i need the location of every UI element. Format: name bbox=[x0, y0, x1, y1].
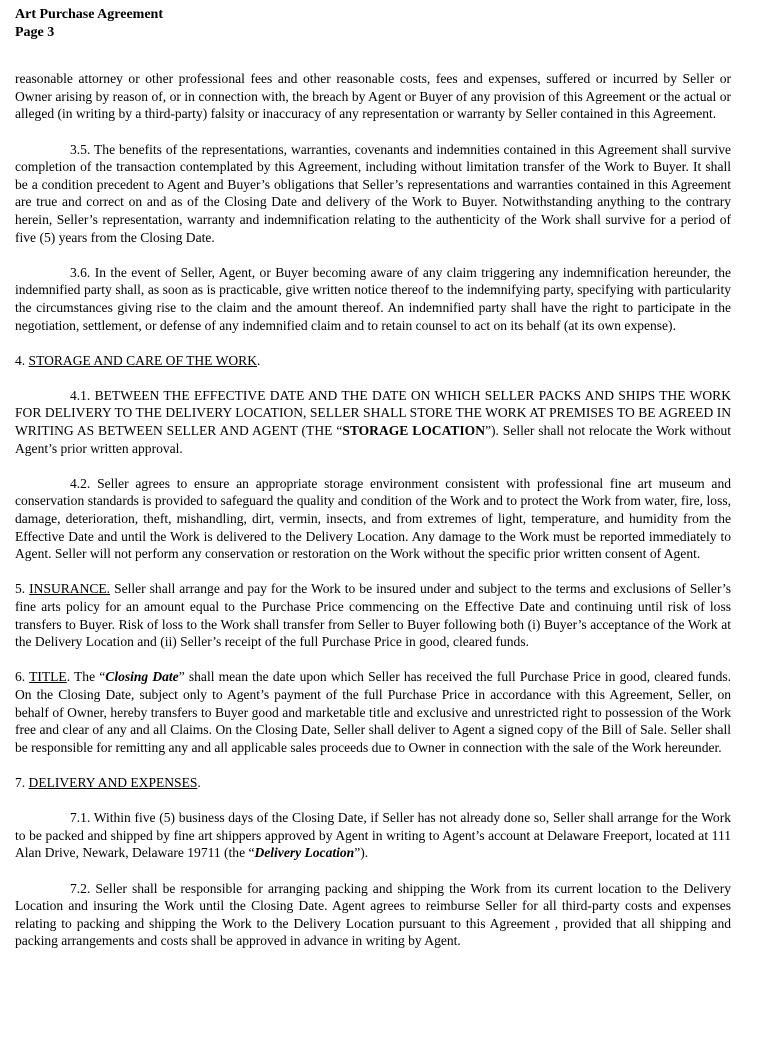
section-4-title: STORAGE AND CARE OF THE WORK bbox=[28, 352, 257, 368]
clause-3-5: 3.5. The benefits of the representations, warranties, covenants and indemnities contained in this Agreement shall survive completion of the transaction contemplated by this Agreement, including without limitation transfer of the Work to Buyer. It shall be a condition precedent to Agent and Buyer’s obligations that Seller’s representations and warranties contained in this Agreement are true and correct on and as of the Closing Date and delivery of the Work to Buyer. Notwithstanding anything to the contrary herein, Seller’s representation, warranty and indemnification relating to the authenticity of the Work shall survive for a period of five (5) years from the Closing Date. bbox=[15, 141, 731, 245]
document-title: Art Purchase Agreement bbox=[15, 7, 163, 22]
section-5-insurance: 5. INSURANCE. Seller shall arrange and pay for the Work to be insured under and subject to the terms and exclusions of Seller’s fine arts policy for an amount equal to the Purchase Price commencing on the Effective Date and continuing until risk of loss transfers to Buyer. Risk of loss to the Work shall transfer from Seller to Buyer following both (i) Buyer’s acceptance of the Work at the Delivery Location and (ii) Seller’s receipt of the full Purchase Price in good, cleared funds. bbox=[15, 581, 731, 650]
section-7-title: DELIVERY AND EXPENSES bbox=[28, 774, 198, 790]
clause-7-1: 7.1. Within five (5) business days of the Closing Date, if Seller has not already done so, Seller shall arrange for the Work to be packed and shipped by fine art shippers approved by Agent in writing to Agent’s account at Delaware Freeport, located at 111 Alan Drive, Newark, Delaware 19711 (the “Delivery Location”). bbox=[15, 810, 731, 861]
section-6-heading: TITLE bbox=[29, 669, 67, 685]
page-number: Page 3 bbox=[15, 24, 55, 40]
continued-paragraph: reasonable attorney or other professional fees and other reasonable costs, fees and expenses, suffered or incurred by Seller or Owner arising by reason of, or in connection with, the breach by Agent or Buyer of any provision of this Agreement or the actual or alleged (in writing by a third-party) falsity or inaccuracy of any representation or warranty by Seller contained in this Agreement. bbox=[15, 71, 731, 122]
section-5-title: INSURANCE. bbox=[29, 581, 111, 597]
clause-4-2: 4.2. Seller agrees to ensure an appropriate storage environment consistent with professional fine art museum and conservation standards is provided to safeguard the quality and condition of the Work and to protect the Work from water, fire, loss, damage, deterioration, theft, mishandling, dirt, vermin, insects, and from extremes of light, temperature, and humidity from the Effective Date and until the Work is delivered to the Delivery Location. Any damage to the Work must be reported immediately to Agent. Seller will not perform any conservation or restoration on the Work without the specific prior written consent of Agent. bbox=[15, 475, 731, 562]
section-7-heading: 7. DELIVERY AND EXPENSES. bbox=[15, 774, 201, 790]
defined-term-storage-location: STORAGE LOCATION bbox=[342, 423, 485, 439]
document-page bbox=[15, 6, 731, 967]
page-header bbox=[15, 6, 731, 41]
clause-3-6: 3.6. In the event of Seller, Agent, or Buyer becoming aware of any claim triggering any indemnification hereunder, the indemnified party shall, as soon as is practicable, give written notice thereof to the indemnifying party, specifying with particularity the circumstances giving rise to the claim and the amount thereof. An indemnified party shall have the right to participate in the negotiation, settlement, or defense of any indemnified claim and to retain counsel to act on its behalf (at its own expense). bbox=[15, 264, 731, 333]
section-4-heading: 4. STORAGE AND CARE OF THE WORK. bbox=[15, 352, 261, 368]
clause-4-1: 4.1. BETWEEN THE EFFECTIVE DATE AND THE DATE ON WHICH SELLER PACKS AND SHIPS THE WORK FOR DELIVERY TO THE DELIVERY LOCATION, SELLER SHALL STORE THE WORK AT PREMISES TO BE AGREED IN WRITING AS BETWEEN SELLER AND AGENT (THE “STORAGE LOCATION”). Seller shall not relocate the Work without Agent’s prior written approval. bbox=[15, 387, 732, 456]
defined-term-delivery-location: Delivery Location bbox=[254, 845, 355, 861]
defined-term-closing-date: Closing Date bbox=[105, 669, 179, 685]
clause-7-2: 7.2. Seller shall be responsible for arranging packing and shipping the Work from its current location to the Delivery Location and insuring the Work until the Closing Date. Agent agrees to reimburse Seller for all third-party costs and expenses relating to packing and shipping the Work to the Delivery Location pursuant to this Agreement , provided that all shipping and packing arrangements and costs shall be approved in advance in writing by Agent. bbox=[15, 880, 731, 949]
section-6-title: 6. TITLE. The “Closing Date” shall mean the date upon which Seller has received the full Purchase Price in good, cleared funds. On the Closing Date, subject only to Agent’s payment of the full Purchase Price in accordance with this Agreement, Seller, on behalf of Owner, hereby transfers to Buyer good and marketable title and exclusive and unrestricted right to possession of the Work free and clear of any and all Claims. On the Closing Date, Seller shall deliver to Agent a signed copy of the Bill of Sale. Seller shall be responsible for remitting any and all applicable sales proceeds due to Owner in connection with the sale of the Work hereunder. bbox=[15, 669, 732, 755]
